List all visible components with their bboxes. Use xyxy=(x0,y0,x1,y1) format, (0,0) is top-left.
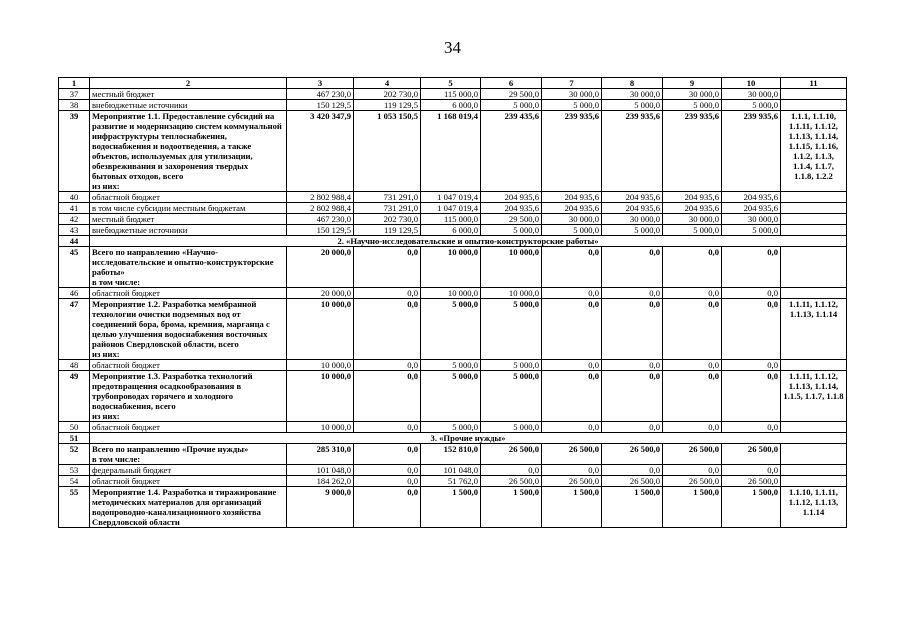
value-cell: 30 000,0 xyxy=(542,89,602,100)
value-cell: 0,0 xyxy=(542,465,602,476)
value-cell: 0,0 xyxy=(722,288,781,299)
value-cell: 150 129,5 xyxy=(287,100,354,111)
value-cell: 10 000,0 xyxy=(287,299,354,360)
value-cell: 10 000,0 xyxy=(421,288,481,299)
value-cell: 1 047 019,4 xyxy=(421,203,481,214)
value-cell: 0,0 xyxy=(663,247,722,288)
value-cell: 29 500,0 xyxy=(481,89,542,100)
value-cell: 5 000,0 xyxy=(481,299,542,360)
table-row xyxy=(59,225,847,236)
value-cell: 5 000,0 xyxy=(663,225,722,236)
value-cell: 239 935,6 xyxy=(602,111,663,192)
value-cell: 202 730,0 xyxy=(354,89,421,100)
value-cell: 0,0 xyxy=(542,299,602,360)
table-row xyxy=(59,89,847,100)
value-cell: 239 435,6 xyxy=(481,111,542,192)
value-cell: 0,0 xyxy=(722,360,781,371)
value-cell: 150 129,5 xyxy=(287,225,354,236)
value-cell: 0,0 xyxy=(663,288,722,299)
value-cell: 26 500,0 xyxy=(481,444,542,465)
value-cell: 30 000,0 xyxy=(663,214,722,225)
value-cell: 1 168 019,4 xyxy=(421,111,481,192)
row-number: 43 xyxy=(59,225,90,236)
value-cell: 467 230,0 xyxy=(287,214,354,225)
value-cell: 30 000,0 xyxy=(722,214,781,225)
value-cell: 119 129,5 xyxy=(354,225,421,236)
table-row xyxy=(59,371,847,422)
value-cell: 10 000,0 xyxy=(287,422,354,433)
value-cell: 0,0 xyxy=(722,422,781,433)
value-cell: 0,0 xyxy=(354,465,421,476)
target-indicators: 1.1.1, 1.1.10, 1.1.11, 1.1.12, 1.1.13, 1.1.14, 1.1.15, 1.1.16, 1.1.2, 1.1.3, 1.1.4, 1.1.7, 1.1.8, 1.2.2 xyxy=(781,111,847,192)
value-cell: 0,0 xyxy=(663,371,722,422)
value-cell: 0,0 xyxy=(602,247,663,288)
target-indicators xyxy=(781,89,847,100)
value-cell: 51 762,0 xyxy=(421,476,481,487)
target-indicators: 1.1.11, 1.1.12, 1.1.13, 1.1.14 xyxy=(781,299,847,360)
value-cell: 20 000,0 xyxy=(287,288,354,299)
header-cell: 6 xyxy=(481,78,542,89)
value-cell: 0,0 xyxy=(663,465,722,476)
target-indicators xyxy=(781,203,847,214)
row-number: 49 xyxy=(59,371,90,422)
value-cell: 101 048,0 xyxy=(287,465,354,476)
value-cell: 101 048,0 xyxy=(421,465,481,476)
value-cell: 26 500,0 xyxy=(542,476,602,487)
row-name: областной бюджет xyxy=(90,422,287,433)
row-number: 44 xyxy=(59,236,90,247)
target-indicators xyxy=(781,444,847,465)
value-cell: 1 500,0 xyxy=(663,487,722,528)
row-number: 42 xyxy=(59,214,90,225)
header-row xyxy=(59,78,847,89)
value-cell: 0,0 xyxy=(354,371,421,422)
header-cell: 8 xyxy=(602,78,663,89)
target-indicators xyxy=(781,422,847,433)
value-cell: 6 000,0 xyxy=(421,100,481,111)
target-indicators: 1.1.10, 1.1.11, 1.1.12, 1.1.13, 1.1.14 xyxy=(781,487,847,528)
value-cell: 0,0 xyxy=(722,465,781,476)
value-cell: 0,0 xyxy=(542,247,602,288)
value-cell: 2 802 988,4 xyxy=(287,192,354,203)
table-row xyxy=(59,444,847,465)
budget-table xyxy=(58,77,847,528)
value-cell: 1 500,0 xyxy=(602,487,663,528)
header-cell: 11 xyxy=(781,78,847,89)
header-cell: 9 xyxy=(663,78,722,89)
row-number: 41 xyxy=(59,203,90,214)
header-cell: 10 xyxy=(722,78,781,89)
value-cell: 5 000,0 xyxy=(421,371,481,422)
value-cell: 0,0 xyxy=(481,465,542,476)
value-cell: 0,0 xyxy=(722,247,781,288)
value-cell: 30 000,0 xyxy=(602,89,663,100)
value-cell: 204 935,6 xyxy=(663,192,722,203)
row-number: 52 xyxy=(59,444,90,465)
section-row xyxy=(59,433,847,444)
value-cell: 204 935,6 xyxy=(481,203,542,214)
row-number: 45 xyxy=(59,247,90,288)
table-row xyxy=(59,487,847,528)
target-indicators xyxy=(781,360,847,371)
value-cell: 5 000,0 xyxy=(421,422,481,433)
value-cell: 5 000,0 xyxy=(602,225,663,236)
value-cell: 204 935,6 xyxy=(542,203,602,214)
table-row xyxy=(59,203,847,214)
value-cell: 5 000,0 xyxy=(602,100,663,111)
value-cell: 0,0 xyxy=(663,299,722,360)
row-number: 51 xyxy=(59,433,90,444)
value-cell: 0,0 xyxy=(602,288,663,299)
value-cell: 20 000,0 xyxy=(287,247,354,288)
section-title: 3. «Прочие нужды» xyxy=(90,433,847,444)
row-name: внебюджетные источники xyxy=(90,225,287,236)
target-indicators xyxy=(781,192,847,203)
value-cell: 3 420 347,9 xyxy=(287,111,354,192)
row-name: областной бюджет xyxy=(90,360,287,371)
target-indicators xyxy=(781,465,847,476)
value-cell: 26 500,0 xyxy=(663,444,722,465)
target-indicators xyxy=(781,288,847,299)
value-cell: 731 291,0 xyxy=(354,192,421,203)
value-cell: 204 935,6 xyxy=(602,192,663,203)
row-number: 48 xyxy=(59,360,90,371)
value-cell: 30 000,0 xyxy=(663,89,722,100)
row-name: Всего по направлению «Научно-исследовательские и опытно-конструкторские работы» в том числе: xyxy=(90,247,287,288)
value-cell: 204 935,6 xyxy=(663,203,722,214)
value-cell: 204 935,6 xyxy=(722,192,781,203)
value-cell: 26 500,0 xyxy=(481,476,542,487)
value-cell: 0,0 xyxy=(354,360,421,371)
header-cell: 5 xyxy=(421,78,481,89)
value-cell: 285 310,0 xyxy=(287,444,354,465)
row-number: 46 xyxy=(59,288,90,299)
value-cell: 5 000,0 xyxy=(481,100,542,111)
target-indicators xyxy=(781,225,847,236)
table-row xyxy=(59,100,847,111)
row-name: областной бюджет xyxy=(90,476,287,487)
value-cell: 0,0 xyxy=(354,247,421,288)
value-cell: 204 935,6 xyxy=(722,203,781,214)
row-number: 37 xyxy=(59,89,90,100)
section-row xyxy=(59,236,847,247)
target-indicators xyxy=(781,214,847,225)
value-cell: 0,0 xyxy=(354,444,421,465)
table-row xyxy=(59,299,847,360)
value-cell: 1 500,0 xyxy=(722,487,781,528)
row-number: 40 xyxy=(59,192,90,203)
value-cell: 0,0 xyxy=(542,422,602,433)
value-cell: 0,0 xyxy=(354,476,421,487)
value-cell: 0,0 xyxy=(354,422,421,433)
value-cell: 184 262,0 xyxy=(287,476,354,487)
header-cell: 4 xyxy=(354,78,421,89)
value-cell: 0,0 xyxy=(722,371,781,422)
target-indicators xyxy=(781,476,847,487)
target-indicators: 1.1.11, 1.1.12, 1.1.13, 1.1.14, 1.1.5, 1.1.7, 1.1.8 xyxy=(781,371,847,422)
value-cell: 0,0 xyxy=(602,465,663,476)
table-row xyxy=(59,288,847,299)
section-title: 2. «Научно-исследовательские и опытно-конструкторские работы» xyxy=(90,236,847,247)
value-cell: 1 053 150,5 xyxy=(354,111,421,192)
table-row xyxy=(59,422,847,433)
value-cell: 731 291,0 xyxy=(354,203,421,214)
value-cell: 115 000,0 xyxy=(421,89,481,100)
value-cell: 467 230,0 xyxy=(287,89,354,100)
value-cell: 2 802 988,4 xyxy=(287,203,354,214)
value-cell: 5 000,0 xyxy=(481,371,542,422)
value-cell: 239 935,6 xyxy=(722,111,781,192)
row-name: Всего по направлению «Прочие нужды» в том числе: xyxy=(90,444,287,465)
value-cell: 5 000,0 xyxy=(663,100,722,111)
value-cell: 29 500,0 xyxy=(481,214,542,225)
value-cell: 5 000,0 xyxy=(542,225,602,236)
value-cell: 0,0 xyxy=(354,487,421,528)
value-cell: 1 500,0 xyxy=(542,487,602,528)
value-cell: 115 000,0 xyxy=(421,214,481,225)
value-cell: 5 000,0 xyxy=(722,100,781,111)
table-row xyxy=(59,247,847,288)
row-name: местный бюджет xyxy=(90,89,287,100)
value-cell: 0,0 xyxy=(354,288,421,299)
value-cell: 26 500,0 xyxy=(722,444,781,465)
value-cell: 0,0 xyxy=(354,299,421,360)
value-cell: 0,0 xyxy=(602,360,663,371)
row-name: местный бюджет xyxy=(90,214,287,225)
value-cell: 5 000,0 xyxy=(542,100,602,111)
value-cell: 204 935,6 xyxy=(602,203,663,214)
value-cell: 0,0 xyxy=(663,360,722,371)
target-indicators xyxy=(781,247,847,288)
value-cell: 26 500,0 xyxy=(722,476,781,487)
value-cell: 0,0 xyxy=(542,288,602,299)
value-cell: 10 000,0 xyxy=(287,371,354,422)
value-cell: 204 935,6 xyxy=(481,192,542,203)
value-cell: 26 500,0 xyxy=(602,444,663,465)
row-name: Мероприятие 1.3. Разработка технологий предотвращения осадкообразования в трубопроводах горячего и холодного водоснабжения, всего из них: xyxy=(90,371,287,422)
row-number: 47 xyxy=(59,299,90,360)
value-cell: 5 000,0 xyxy=(481,422,542,433)
row-number: 50 xyxy=(59,422,90,433)
value-cell: 5 000,0 xyxy=(722,225,781,236)
row-number: 55 xyxy=(59,487,90,528)
value-cell: 0,0 xyxy=(602,422,663,433)
value-cell: 30 000,0 xyxy=(722,89,781,100)
value-cell: 202 730,0 xyxy=(354,214,421,225)
value-cell: 152 810,0 xyxy=(421,444,481,465)
value-cell: 1 047 019,4 xyxy=(421,192,481,203)
value-cell: 0,0 xyxy=(663,422,722,433)
value-cell: 30 000,0 xyxy=(542,214,602,225)
target-indicators xyxy=(781,100,847,111)
value-cell: 6 000,0 xyxy=(421,225,481,236)
value-cell: 10 000,0 xyxy=(421,247,481,288)
row-name: областной бюджет xyxy=(90,288,287,299)
row-name: областной бюджет xyxy=(90,192,287,203)
row-number: 53 xyxy=(59,465,90,476)
row-number: 39 xyxy=(59,111,90,192)
row-name: Мероприятие 1.4. Разработка и тиражирование методических материалов для организаций водопроводно-канализационного хозяйства Свердловской области xyxy=(90,487,287,528)
value-cell: 0,0 xyxy=(602,299,663,360)
table-row xyxy=(59,214,847,225)
table-row xyxy=(59,465,847,476)
header-cell: 3 xyxy=(287,78,354,89)
table-row xyxy=(59,476,847,487)
value-cell: 0,0 xyxy=(722,299,781,360)
value-cell: 5 000,0 xyxy=(481,360,542,371)
row-name: федеральный бюджет xyxy=(90,465,287,476)
value-cell: 26 500,0 xyxy=(542,444,602,465)
value-cell: 119 129,5 xyxy=(354,100,421,111)
header-cell: 2 xyxy=(90,78,287,89)
value-cell: 10 000,0 xyxy=(287,360,354,371)
row-name: Мероприятие 1.1. Предоставление субсидий на развитие и модернизацию систем коммунальной инфраструктуры теплоснабжения, водоснабжения и водоотведения, а также объектов, используемых для утилизации, обезвреживания и захоронения твердых бытовых отходов, всего из них: xyxy=(90,111,287,192)
row-number: 54 xyxy=(59,476,90,487)
row-name: внебюджетные источники xyxy=(90,100,287,111)
value-cell: 10 000,0 xyxy=(481,247,542,288)
value-cell: 0,0 xyxy=(542,371,602,422)
row-name: Мероприятие 1.2. Разработка мембранной технологии очистки подземных вод от соединений бора, брома, кремния, марганца с целью улучшения водоснабжения восточных районов Свердловской области, всего из них: xyxy=(90,299,287,360)
value-cell: 5 000,0 xyxy=(421,299,481,360)
value-cell: 0,0 xyxy=(542,360,602,371)
header-cell: 1 xyxy=(59,78,90,89)
value-cell: 30 000,0 xyxy=(602,214,663,225)
value-cell: 1 500,0 xyxy=(421,487,481,528)
header-cell: 7 xyxy=(542,78,602,89)
value-cell: 5 000,0 xyxy=(481,225,542,236)
table-row xyxy=(59,111,847,192)
value-cell: 239 935,6 xyxy=(663,111,722,192)
row-name: в том числе субсидии местным бюджетам xyxy=(90,203,287,214)
value-cell: 26 500,0 xyxy=(663,476,722,487)
row-number: 38 xyxy=(59,100,90,111)
value-cell: 204 935,6 xyxy=(542,192,602,203)
table-body xyxy=(59,78,847,528)
value-cell: 239 935,6 xyxy=(542,111,602,192)
value-cell: 1 500,0 xyxy=(481,487,542,528)
value-cell: 9 000,0 xyxy=(287,487,354,528)
value-cell: 0,0 xyxy=(602,371,663,422)
value-cell: 10 000,0 xyxy=(481,288,542,299)
page-number: 34 xyxy=(444,38,461,57)
table-row xyxy=(59,192,847,203)
value-cell: 26 500,0 xyxy=(602,476,663,487)
table-row xyxy=(59,360,847,371)
value-cell: 5 000,0 xyxy=(421,360,481,371)
